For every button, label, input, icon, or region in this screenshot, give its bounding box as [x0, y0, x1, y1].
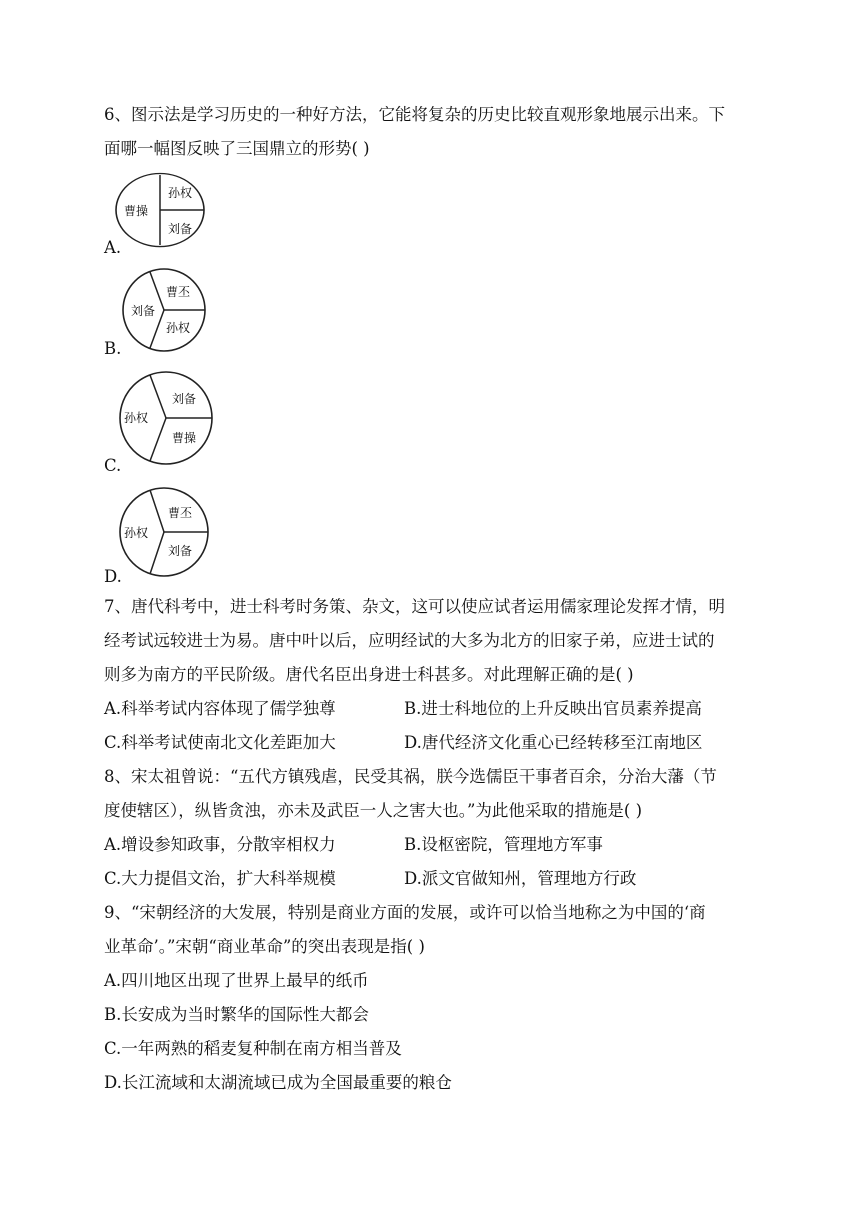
question-8-option-d: D.派文官做知州，管理地方行政	[404, 869, 637, 888]
option-b-segment-2: 刘备	[131, 304, 156, 318]
option-d-label: D.	[104, 567, 122, 586]
option-c-segment-2: 孙权	[124, 411, 149, 425]
question-9-option-b: B.长安成为当时繁华的国际性大都会	[104, 1005, 369, 1024]
option-a-segment-3: 刘备	[168, 222, 193, 236]
question-7-option-a: A.科举考试内容体现了儒学独尊	[104, 699, 336, 718]
question-9-option-a: A.四川地区出现了世界上最早的纸币	[104, 971, 369, 990]
question-7-option-c: C.科举考试使南北文化差距加大	[104, 733, 336, 752]
question-8-line-1: 8、宋太祖曾说：“五代方镇残虐，民受其祸，朕今选儒臣干事者百余，分治大藩（节	[104, 767, 717, 786]
question-9-line-1: 9、“宋朝经济的大发展，特别是商业方面的发展，或许可以恰当地称之为中国的‘商	[104, 903, 706, 922]
question-7-option-d: D.唐代经济文化重心已经转移至江南地区	[404, 733, 703, 752]
question-7-line-3: 则多为南方的平民阶级。唐代名臣出身进士科甚多。对此理解正确的是( )	[104, 665, 634, 684]
question-8-option-c: C.大力提倡文治，扩大科举规模	[104, 869, 336, 888]
question-6-line-2: 面哪一幅图反映了三国鼎立的形势( )	[104, 139, 370, 158]
question-7-option-b: B.进士科地位的上升反映出官员素养提高	[404, 699, 702, 718]
option-b-pie-diagram	[114, 266, 214, 354]
option-a-label: A.	[104, 238, 122, 257]
question-9-option-d: D.长江流域和太湖流域已成为全国最重要的粮仓	[104, 1073, 452, 1092]
option-c-pie-diagram	[114, 370, 218, 466]
question-9-line-2: 业革命’。”宋朝“商业革命”的突出表现是指( )	[104, 937, 425, 956]
question-9-option-c: C.一年两熟的稻麦复种制在南方相当普及	[104, 1039, 402, 1058]
option-d-pie-diagram	[114, 486, 214, 578]
option-a-segment-1: 孙权	[168, 186, 193, 200]
option-d-segment-3: 刘备	[168, 544, 193, 558]
question-8-option-a: A.增设参知政事，分散宰相权力	[104, 835, 336, 854]
option-c-segment-3: 曹操	[172, 431, 197, 445]
question-7-line-2: 经考试远较进士为易。唐中叶以后，应明经试的大多为北方的旧家子弟，应进士试的	[104, 631, 715, 650]
option-c-segment-1: 刘备	[172, 392, 197, 406]
option-d-segment-1: 曹丕	[168, 506, 193, 520]
question-7-line-1: 7、唐代科考中，进士科考时务策、杂文，这可以使应试者运用儒家理论发挥才情，明	[104, 597, 725, 616]
question-8-option-b: B.设枢密院，管理地方军事	[404, 835, 603, 854]
question-8-line-2: 度使辖区），纵皆贪浊，亦未及武臣一人之害大也。”为此他采取的措施是( )	[104, 801, 643, 820]
option-c-label: C.	[104, 456, 122, 475]
option-b-segment-1: 曹丕	[166, 285, 191, 299]
option-a-segment-2: 曹操	[124, 204, 149, 218]
option-d-segment-2: 孙权	[124, 526, 149, 540]
question-6-line-1: 6、图示法是学习历史的一种好方法，它能将复杂的历史比较直观形象地展示出来。下	[104, 105, 725, 124]
option-a-pie-diagram	[114, 172, 206, 248]
option-b-segment-3: 孙权	[166, 321, 191, 335]
option-b-label: B.	[104, 339, 122, 358]
